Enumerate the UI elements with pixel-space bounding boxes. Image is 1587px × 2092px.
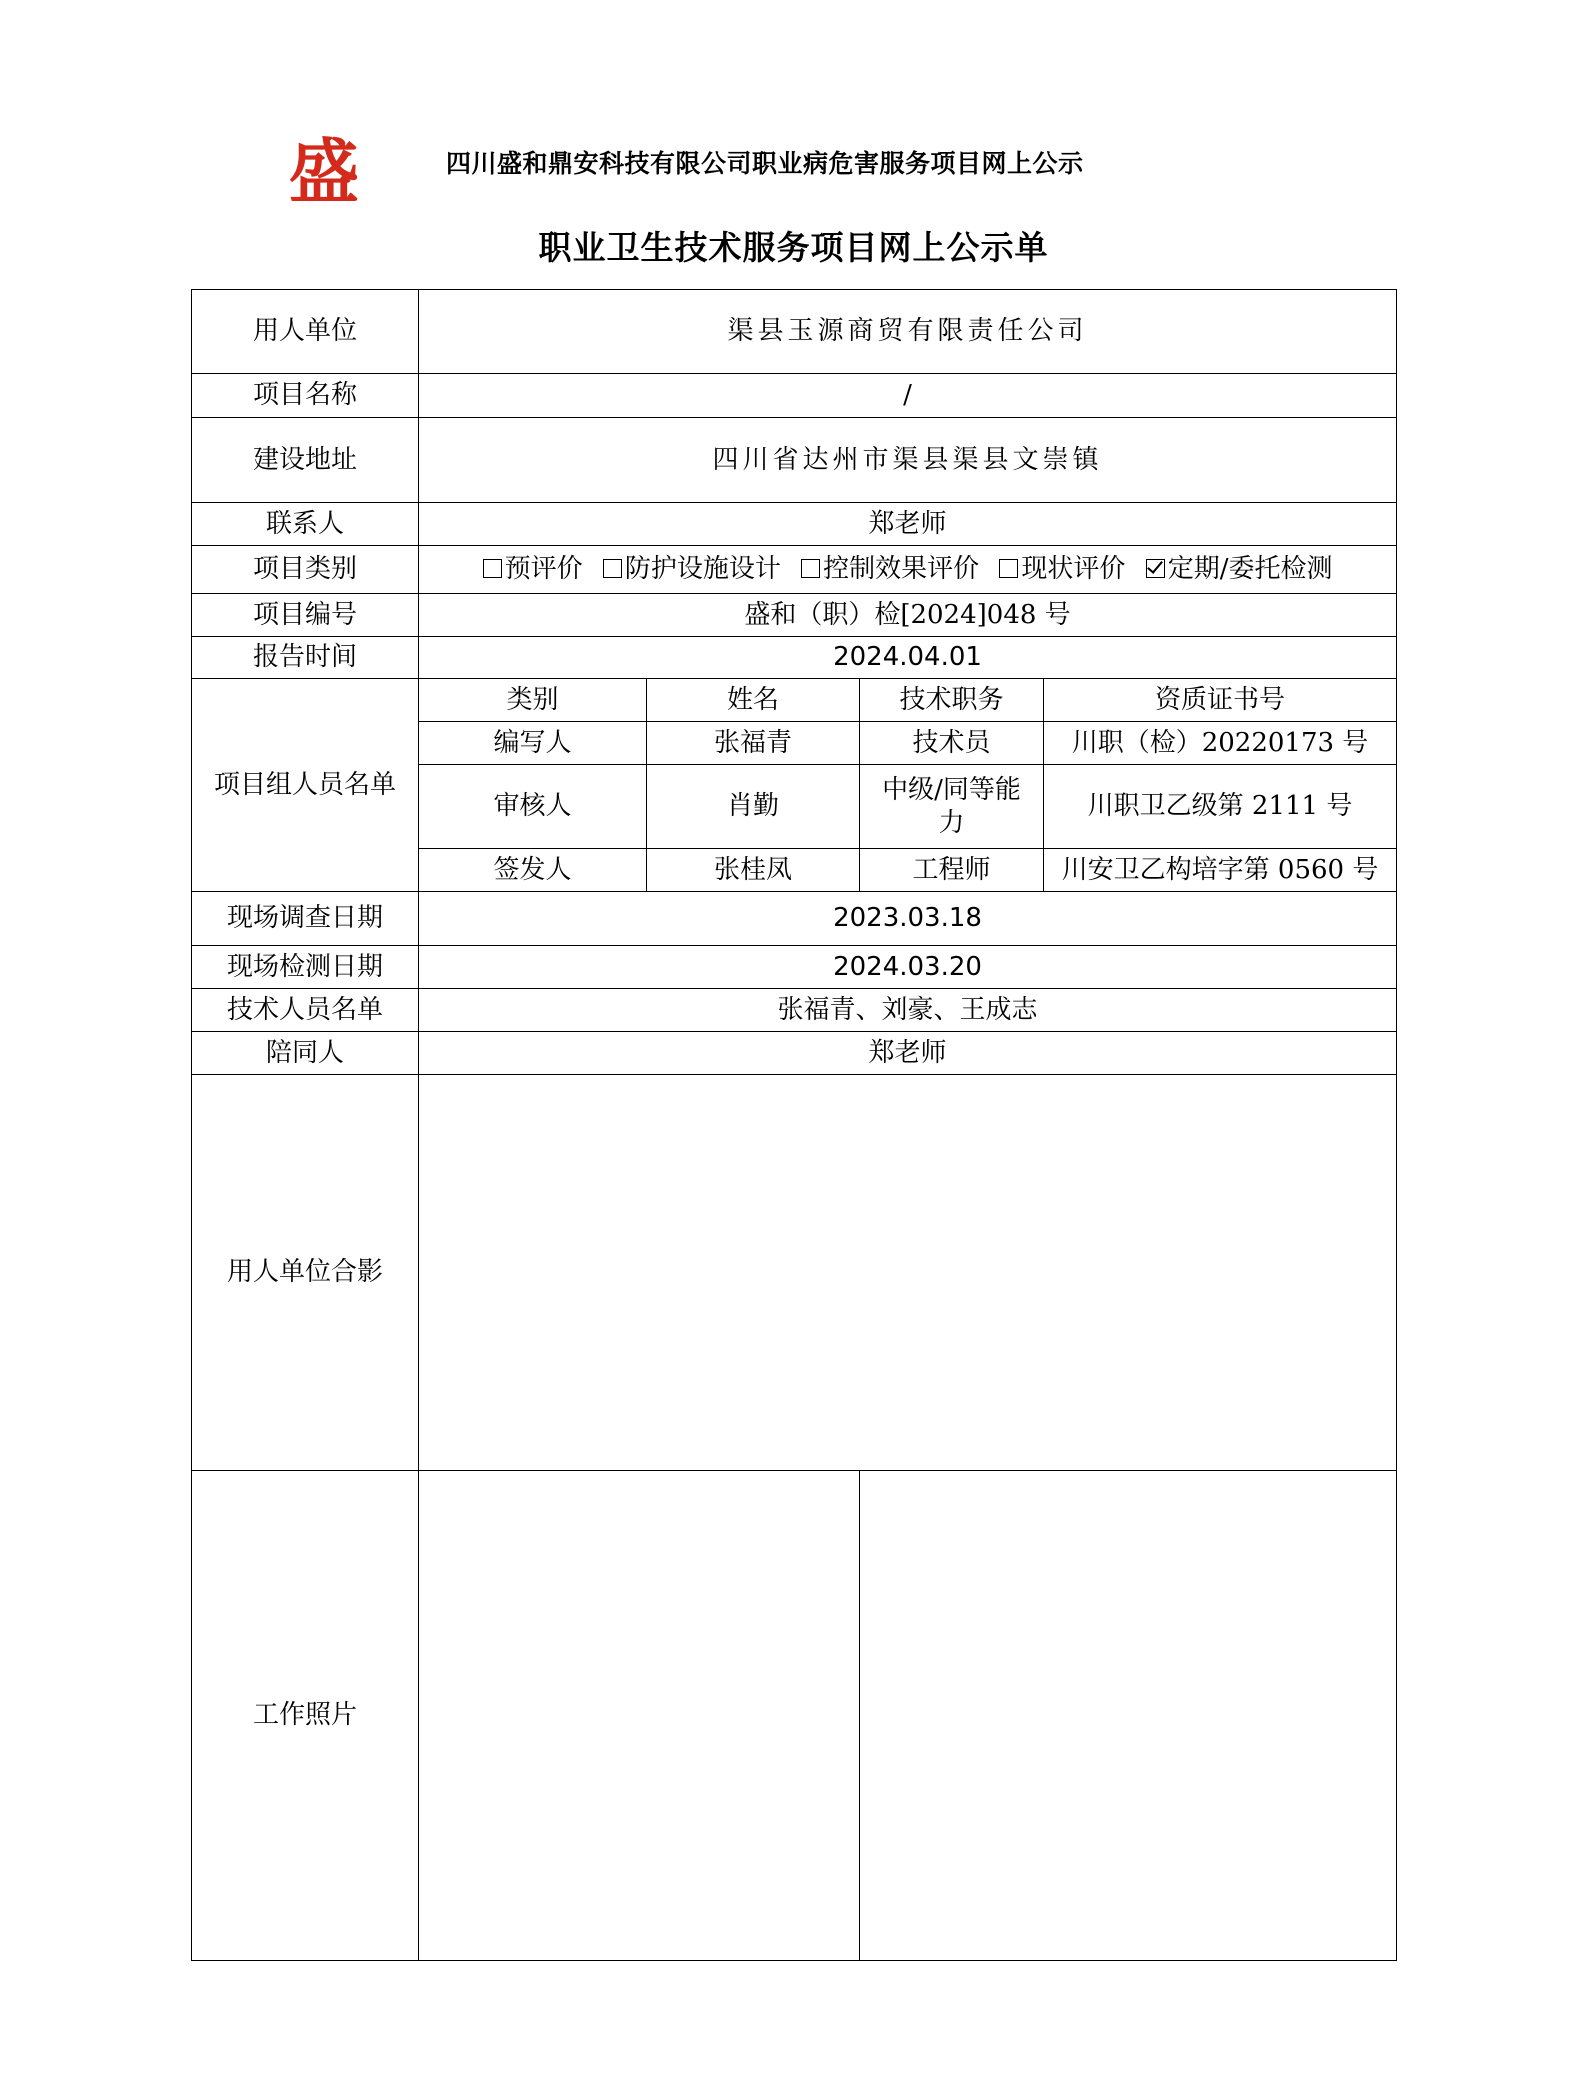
contact-label: 联系人 <box>192 503 419 546</box>
group-photo-label: 用人单位合影 <box>192 1075 419 1471</box>
survey-date-label: 现场调查日期 <box>192 892 419 946</box>
tech-staff-label: 技术人员名单 <box>192 989 419 1032</box>
checked-checkbox-icon[interactable] <box>1146 559 1165 578</box>
work-photo-area-left <box>419 1471 860 1961</box>
report-time-value: 2024.04.01 <box>419 637 1397 679</box>
team-row-name: 张福青 <box>647 722 860 765</box>
svg-text:盛: 盛 <box>289 130 359 208</box>
contact-row <box>192 503 1397 546</box>
team-label: 项目组人员名单 <box>192 679 419 892</box>
survey-date-value: 2023.03.18 <box>419 892 1397 946</box>
checkbox-icon[interactable] <box>801 559 820 578</box>
team-row-title: 工程师 <box>860 849 1044 892</box>
category-option-control-effect[interactable]: 控制效果评价 <box>801 553 979 586</box>
publicity-form-table <box>191 289 1397 1961</box>
project-name-row <box>192 374 1397 418</box>
work-photo-area-right <box>860 1471 1397 1961</box>
group-photo-area <box>419 1075 1397 1471</box>
team-row-title: 中级/同等能力 <box>860 765 1044 849</box>
test-date-value: 2024.03.20 <box>419 946 1397 989</box>
report-time-row <box>192 637 1397 679</box>
category-row <box>192 546 1397 594</box>
team-header-role: 类别 <box>419 679 647 722</box>
escort-value: 郑老师 <box>419 1032 1397 1075</box>
contact-value: 郑老师 <box>419 503 1397 546</box>
test-date-row <box>192 946 1397 989</box>
team-row-name: 肖勤 <box>647 765 860 849</box>
team-row-role: 签发人 <box>419 849 647 892</box>
escort-label: 陪同人 <box>192 1032 419 1075</box>
team-row-role: 编写人 <box>419 722 647 765</box>
category-label: 项目类别 <box>192 546 419 594</box>
company-notice-title: 四川盛和鼎安科技有限公司职业病危害服务项目网上公示 <box>446 149 1084 178</box>
group-photo-row <box>192 1075 1397 1471</box>
work-photo-row <box>192 1471 1397 1961</box>
employer-label: 用人单位 <box>192 290 419 374</box>
team-row-cert: 川职（检）20220173 号 <box>1044 722 1397 765</box>
category-option-periodic-testing[interactable]: 定期/委托检测 <box>1146 553 1333 586</box>
work-photo-label: 工作照片 <box>192 1471 419 1961</box>
page-header <box>288 124 1188 208</box>
address-row <box>192 418 1397 503</box>
report-time-label: 报告时间 <box>192 637 419 679</box>
address-value: 四川省达州市渠县渠县文崇镇 <box>419 418 1397 503</box>
team-header-row <box>192 679 1397 722</box>
project-name-value: / <box>419 374 1397 418</box>
test-date-label: 现场检测日期 <box>192 946 419 989</box>
category-option-pre-evaluation[interactable]: 预评价 <box>483 553 583 586</box>
address-label: 建设地址 <box>192 418 419 503</box>
team-header-title: 技术职务 <box>860 679 1044 722</box>
employer-value: 渠县玉源商贸有限责任公司 <box>419 290 1397 374</box>
employer-row <box>192 290 1397 374</box>
document-title: 职业卫生技术服务项目网上公示单 <box>538 228 1049 267</box>
team-row-title: 技术员 <box>860 722 1044 765</box>
category-option-protection-design[interactable]: 防护设施设计 <box>603 553 781 586</box>
company-seal-logo-icon <box>288 130 360 208</box>
team-row-cert: 川安卫乙构培字第 0560 号 <box>1044 849 1397 892</box>
checkbox-icon[interactable] <box>483 559 502 578</box>
team-header-name: 姓名 <box>647 679 860 722</box>
category-options <box>419 546 1397 594</box>
team-row-role: 审核人 <box>419 765 647 849</box>
survey-date-row <box>192 892 1397 946</box>
category-option-status-evaluation[interactable]: 现状评价 <box>999 553 1125 586</box>
team-header-cert: 资质证书号 <box>1044 679 1397 722</box>
tech-staff-row <box>192 989 1397 1032</box>
project-no-value: 盛和（职）检[2024]048 号 <box>419 594 1397 637</box>
project-no-row <box>192 594 1397 637</box>
escort-row <box>192 1032 1397 1075</box>
team-row-name: 张桂凤 <box>647 849 860 892</box>
tech-staff-value: 张福青、刘豪、王成志 <box>419 989 1397 1032</box>
team-row-cert: 川职卫乙级第 2111 号 <box>1044 765 1397 849</box>
checkbox-icon[interactable] <box>603 559 622 578</box>
checkbox-icon[interactable] <box>999 559 1018 578</box>
project-no-label: 项目编号 <box>192 594 419 637</box>
project-name-label: 项目名称 <box>192 374 419 418</box>
